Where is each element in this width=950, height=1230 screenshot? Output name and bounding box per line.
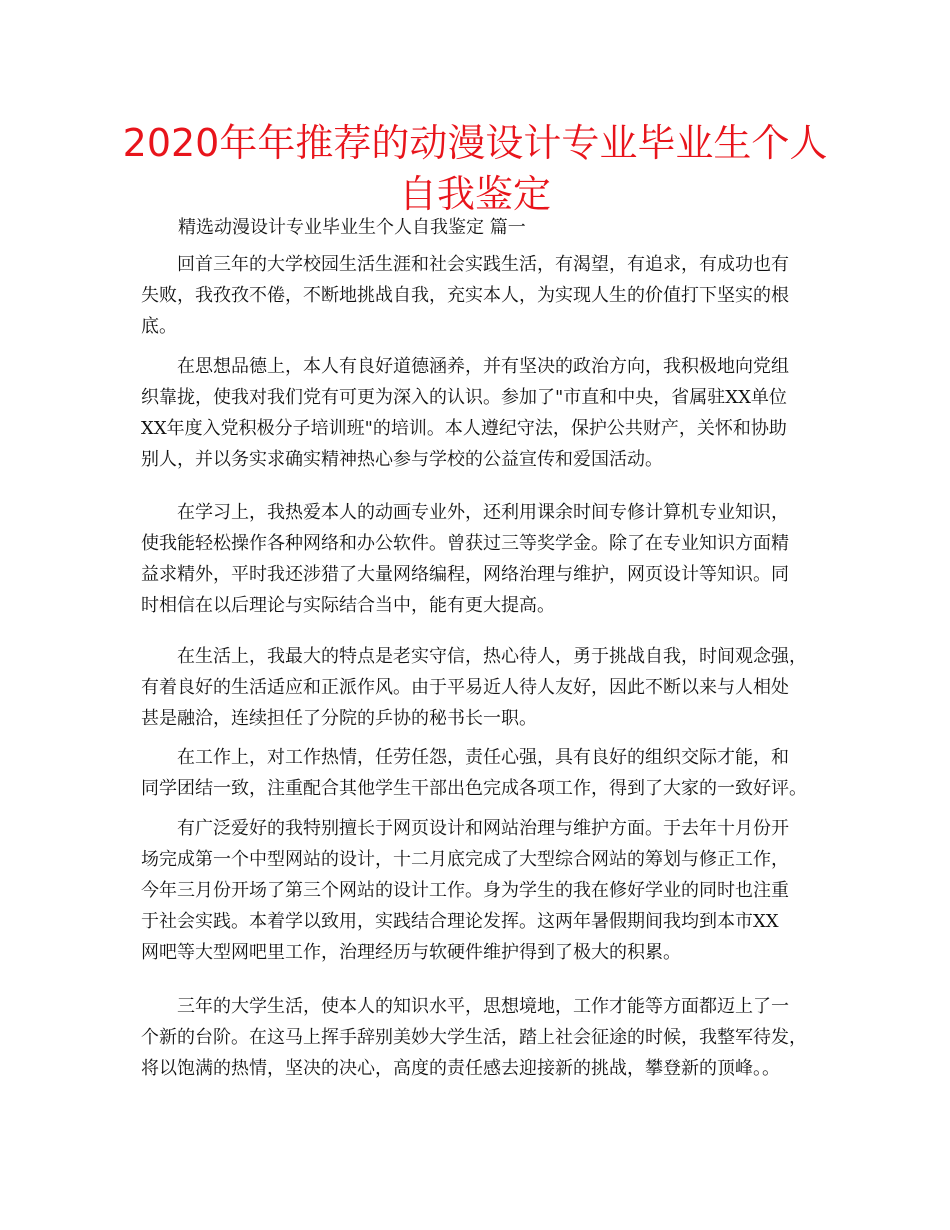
paragraph-6 [141,813,811,968]
paragraph-line: 别人，并以务实求确实精神热心参与学校的公益宣传和爱国活动。 [141,449,663,470]
paragraph-line: 同学团结一致，注重配合其他学生干部出色完成各项工作，得到了大家的一致好评。 [141,778,807,799]
paragraph-line: 失败，我孜孜不倦，不断地挑战自我，充实本人，为实现人生的价值打下坚实的根 [141,285,789,306]
paragraph-line: 底。 [141,316,177,337]
paragraph-line: 将以饱满的热情，坚决的决心，高度的责任感去迎接新的挑战，攀登新的顶峰。。 [141,1058,780,1079]
paragraph-1 [141,249,811,342]
paragraph-line: 时相信在以后理论与实际结合当中，能有更大提高。 [141,595,555,616]
paragraph-line: 在生活上，我最大的特点是老实守信，热心待人，勇于挑战自我，时间观念强， [141,646,807,667]
paragraph-4 [141,641,811,734]
paragraph-line: 场完成第一个中型网站的设计，十二月底完成了大型综合网站的筹划与修正工作， [141,849,789,870]
section-heading: 精选动漫设计专业毕业生个人自我鉴定 篇一 [178,217,526,238]
paragraph-line: 织靠拢，使我对我们党有可更为深入的认识。参加了"市直和中央，省属驻XX单位 [141,387,787,408]
document-title [100,118,850,220]
paragraph-2 [141,351,811,475]
paragraph-line: XX年度入党积极分子培训班"的培训。本人遵纪守法，保护公共财产，关怀和协助 [141,418,787,439]
paragraph-line: 有着良好的生活适应和正派作风。由于平易近人待人友好，因此不断以来与人相处 [141,677,789,698]
paragraph-line: 有广泛爱好的我特别擅长于网页设计和网站治理与维护方面。于去年十月份开 [141,818,789,839]
paragraph-line: 在思想品德上，本人有良好道德涵养，并有坚决的政治方向，我积极地向党组 [141,356,789,377]
paragraph-5 [141,742,811,804]
paragraph-3 [141,497,811,621]
paragraph-line: 益求精外，平时我还涉猎了大量网络编程，网络治理与维护，网页设计等知识。同 [141,564,789,585]
paragraph-line: 三年的大学生活，使本人的知识水平，思想境地，工作才能等方面都迈上了一 [141,996,789,1017]
paragraph-7 [141,991,811,1084]
title-line-1: 2020年年推荐的动漫设计专业毕业生个人 [122,121,828,165]
title-line-2: 自我鉴定 [398,172,551,216]
paragraph-line: 个新的台阶。在这马上挥手辞别美妙大学生活，踏上社会征途的时候，我整军待发， [141,1027,807,1048]
paragraph-line: 在学习上，我热爱本人的动画专业外，还利用课余时间专修计算机专业知识， [141,502,789,523]
paragraph-line: 使我能轻松操作各种网络和办公软件。曾获过三等奖学金。除了在专业知识方面精 [141,533,789,554]
paragraph-line: 网吧等大型网吧里工作，治理经历与软硬件维护得到了极大的积累。 [141,942,681,963]
paragraph-line: 今年三月份开场了第三个网站的设计工作。身为学生的我在修好学业的同时也注重 [141,880,789,901]
paragraph-line: 于社会实践。本着学以致用，实践结合理论发挥。这两年暑假期间我均到本市XX [141,911,779,932]
paragraph-line: 回首三年的大学校园生活生涯和社会实践生活，有渴望，有追求，有成功也有 [141,254,789,275]
paragraph-line: 在工作上，对工作热情，任劳任怨，责任心强，具有良好的组织交际才能，和 [141,747,789,768]
paragraph-line: 甚是融洽，连续担任了分院的乒协的秘书长一职。 [141,708,537,729]
